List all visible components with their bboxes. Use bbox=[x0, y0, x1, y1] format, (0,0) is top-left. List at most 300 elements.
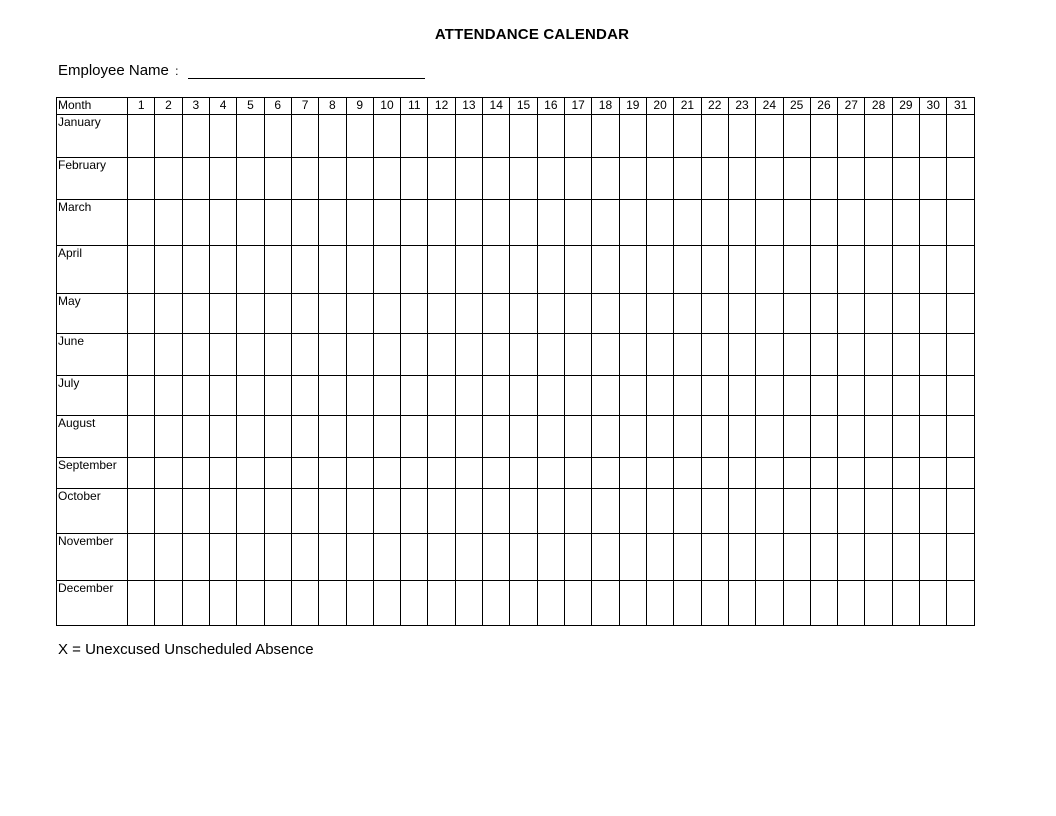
attendance-cell[interactable] bbox=[510, 489, 537, 534]
attendance-cell[interactable] bbox=[401, 334, 428, 376]
attendance-cell[interactable] bbox=[128, 334, 155, 376]
attendance-cell[interactable] bbox=[701, 534, 728, 581]
attendance-cell[interactable] bbox=[346, 376, 373, 416]
attendance-cell[interactable] bbox=[428, 294, 455, 334]
attendance-cell[interactable] bbox=[810, 489, 837, 534]
attendance-cell[interactable] bbox=[947, 581, 975, 626]
attendance-cell[interactable] bbox=[783, 534, 810, 581]
attendance-cell[interactable] bbox=[865, 115, 892, 158]
attendance-cell[interactable] bbox=[483, 534, 510, 581]
attendance-cell[interactable] bbox=[565, 416, 592, 458]
attendance-cell[interactable] bbox=[565, 581, 592, 626]
attendance-cell[interactable] bbox=[455, 416, 482, 458]
attendance-cell[interactable] bbox=[592, 534, 619, 581]
attendance-cell[interactable] bbox=[865, 581, 892, 626]
attendance-cell[interactable] bbox=[155, 334, 182, 376]
attendance-cell[interactable] bbox=[838, 458, 865, 489]
attendance-cell[interactable] bbox=[646, 246, 673, 294]
attendance-cell[interactable] bbox=[209, 534, 236, 581]
attendance-cell[interactable] bbox=[537, 115, 564, 158]
attendance-cell[interactable] bbox=[346, 294, 373, 334]
attendance-cell[interactable] bbox=[373, 534, 400, 581]
attendance-cell[interactable] bbox=[237, 115, 264, 158]
attendance-cell[interactable] bbox=[346, 115, 373, 158]
attendance-cell[interactable] bbox=[209, 158, 236, 200]
attendance-cell[interactable] bbox=[865, 294, 892, 334]
attendance-cell[interactable] bbox=[674, 376, 701, 416]
attendance-cell[interactable] bbox=[428, 581, 455, 626]
attendance-cell[interactable] bbox=[209, 376, 236, 416]
attendance-cell[interactable] bbox=[510, 334, 537, 376]
attendance-cell[interactable] bbox=[810, 246, 837, 294]
attendance-cell[interactable] bbox=[455, 458, 482, 489]
attendance-cell[interactable] bbox=[674, 458, 701, 489]
attendance-cell[interactable] bbox=[701, 376, 728, 416]
attendance-cell[interactable] bbox=[920, 458, 947, 489]
attendance-cell[interactable] bbox=[728, 534, 755, 581]
attendance-cell[interactable] bbox=[401, 416, 428, 458]
attendance-cell[interactable] bbox=[783, 376, 810, 416]
attendance-cell[interactable] bbox=[128, 294, 155, 334]
attendance-cell[interactable] bbox=[209, 246, 236, 294]
attendance-cell[interactable] bbox=[209, 458, 236, 489]
attendance-cell[interactable] bbox=[455, 200, 482, 246]
attendance-cell[interactable] bbox=[155, 416, 182, 458]
attendance-cell[interactable] bbox=[619, 534, 646, 581]
attendance-cell[interactable] bbox=[701, 458, 728, 489]
attendance-cell[interactable] bbox=[128, 115, 155, 158]
attendance-cell[interactable] bbox=[674, 416, 701, 458]
attendance-cell[interactable] bbox=[537, 458, 564, 489]
attendance-cell[interactable] bbox=[319, 376, 346, 416]
attendance-cell[interactable] bbox=[756, 294, 783, 334]
attendance-cell[interactable] bbox=[728, 246, 755, 294]
attendance-cell[interactable] bbox=[565, 200, 592, 246]
attendance-cell[interactable] bbox=[346, 416, 373, 458]
attendance-cell[interactable] bbox=[565, 334, 592, 376]
attendance-cell[interactable] bbox=[592, 376, 619, 416]
attendance-cell[interactable] bbox=[264, 416, 291, 458]
attendance-cell[interactable] bbox=[619, 581, 646, 626]
attendance-cell[interactable] bbox=[728, 458, 755, 489]
attendance-cell[interactable] bbox=[619, 200, 646, 246]
employee-name-field[interactable] bbox=[188, 78, 425, 79]
attendance-cell[interactable] bbox=[537, 376, 564, 416]
attendance-cell[interactable] bbox=[401, 581, 428, 626]
attendance-cell[interactable] bbox=[892, 115, 919, 158]
attendance-cell[interactable] bbox=[510, 200, 537, 246]
attendance-cell[interactable] bbox=[483, 581, 510, 626]
attendance-cell[interactable] bbox=[592, 158, 619, 200]
attendance-cell[interactable] bbox=[291, 294, 318, 334]
attendance-cell[interactable] bbox=[838, 115, 865, 158]
attendance-cell[interactable] bbox=[947, 294, 975, 334]
attendance-cell[interactable] bbox=[346, 489, 373, 534]
attendance-cell[interactable] bbox=[483, 489, 510, 534]
attendance-cell[interactable] bbox=[920, 489, 947, 534]
attendance-cell[interactable] bbox=[237, 294, 264, 334]
attendance-cell[interactable] bbox=[128, 246, 155, 294]
attendance-cell[interactable] bbox=[920, 246, 947, 294]
attendance-cell[interactable] bbox=[728, 581, 755, 626]
attendance-cell[interactable] bbox=[646, 158, 673, 200]
attendance-cell[interactable] bbox=[483, 458, 510, 489]
attendance-cell[interactable] bbox=[810, 534, 837, 581]
attendance-cell[interactable] bbox=[155, 115, 182, 158]
attendance-cell[interactable] bbox=[319, 534, 346, 581]
attendance-cell[interactable] bbox=[783, 200, 810, 246]
attendance-cell[interactable] bbox=[701, 158, 728, 200]
attendance-cell[interactable] bbox=[319, 200, 346, 246]
attendance-cell[interactable] bbox=[401, 294, 428, 334]
attendance-cell[interactable] bbox=[865, 200, 892, 246]
attendance-cell[interactable] bbox=[128, 458, 155, 489]
attendance-cell[interactable] bbox=[455, 581, 482, 626]
attendance-cell[interactable] bbox=[319, 458, 346, 489]
attendance-cell[interactable] bbox=[892, 158, 919, 200]
attendance-cell[interactable] bbox=[209, 489, 236, 534]
attendance-cell[interactable] bbox=[920, 115, 947, 158]
attendance-cell[interactable] bbox=[728, 294, 755, 334]
attendance-cell[interactable] bbox=[128, 158, 155, 200]
attendance-cell[interactable] bbox=[920, 158, 947, 200]
attendance-cell[interactable] bbox=[783, 489, 810, 534]
attendance-cell[interactable] bbox=[373, 458, 400, 489]
attendance-cell[interactable] bbox=[783, 334, 810, 376]
attendance-cell[interactable] bbox=[947, 489, 975, 534]
attendance-cell[interactable] bbox=[510, 158, 537, 200]
attendance-cell[interactable] bbox=[373, 376, 400, 416]
attendance-cell[interactable] bbox=[346, 334, 373, 376]
attendance-cell[interactable] bbox=[483, 200, 510, 246]
attendance-cell[interactable] bbox=[291, 200, 318, 246]
attendance-cell[interactable] bbox=[428, 489, 455, 534]
attendance-cell[interactable] bbox=[155, 246, 182, 294]
attendance-cell[interactable] bbox=[865, 489, 892, 534]
attendance-cell[interactable] bbox=[483, 416, 510, 458]
attendance-cell[interactable] bbox=[947, 458, 975, 489]
attendance-cell[interactable] bbox=[565, 458, 592, 489]
attendance-cell[interactable] bbox=[646, 489, 673, 534]
attendance-cell[interactable] bbox=[892, 376, 919, 416]
attendance-cell[interactable] bbox=[838, 158, 865, 200]
attendance-cell[interactable] bbox=[619, 158, 646, 200]
attendance-cell[interactable] bbox=[619, 416, 646, 458]
attendance-cell[interactable] bbox=[455, 334, 482, 376]
attendance-cell[interactable] bbox=[455, 294, 482, 334]
attendance-cell[interactable] bbox=[237, 246, 264, 294]
attendance-cell[interactable] bbox=[537, 294, 564, 334]
attendance-cell[interactable] bbox=[701, 581, 728, 626]
attendance-cell[interactable] bbox=[947, 158, 975, 200]
attendance-cell[interactable] bbox=[947, 115, 975, 158]
attendance-cell[interactable] bbox=[701, 200, 728, 246]
attendance-cell[interactable] bbox=[537, 158, 564, 200]
attendance-cell[interactable] bbox=[209, 581, 236, 626]
attendance-cell[interactable] bbox=[646, 416, 673, 458]
attendance-cell[interactable] bbox=[182, 246, 209, 294]
attendance-cell[interactable] bbox=[838, 334, 865, 376]
attendance-cell[interactable] bbox=[537, 334, 564, 376]
attendance-cell[interactable] bbox=[756, 158, 783, 200]
attendance-cell[interactable] bbox=[701, 334, 728, 376]
attendance-cell[interactable] bbox=[619, 376, 646, 416]
attendance-cell[interactable] bbox=[947, 334, 975, 376]
attendance-cell[interactable] bbox=[428, 246, 455, 294]
attendance-cell[interactable] bbox=[483, 246, 510, 294]
attendance-cell[interactable] bbox=[865, 376, 892, 416]
attendance-cell[interactable] bbox=[920, 294, 947, 334]
attendance-cell[interactable] bbox=[947, 534, 975, 581]
attendance-cell[interactable] bbox=[401, 458, 428, 489]
attendance-cell[interactable] bbox=[401, 376, 428, 416]
attendance-cell[interactable] bbox=[920, 416, 947, 458]
attendance-cell[interactable] bbox=[810, 334, 837, 376]
attendance-cell[interactable] bbox=[209, 416, 236, 458]
attendance-cell[interactable] bbox=[646, 294, 673, 334]
attendance-cell[interactable] bbox=[920, 581, 947, 626]
attendance-cell[interactable] bbox=[537, 489, 564, 534]
attendance-cell[interactable] bbox=[264, 158, 291, 200]
attendance-cell[interactable] bbox=[455, 376, 482, 416]
attendance-cell[interactable] bbox=[291, 246, 318, 294]
attendance-cell[interactable] bbox=[401, 158, 428, 200]
attendance-cell[interactable] bbox=[209, 334, 236, 376]
attendance-cell[interactable] bbox=[646, 200, 673, 246]
attendance-cell[interactable] bbox=[128, 489, 155, 534]
attendance-cell[interactable] bbox=[728, 334, 755, 376]
attendance-cell[interactable] bbox=[865, 534, 892, 581]
attendance-cell[interactable] bbox=[401, 246, 428, 294]
attendance-cell[interactable] bbox=[237, 489, 264, 534]
attendance-cell[interactable] bbox=[182, 534, 209, 581]
attendance-cell[interactable] bbox=[373, 416, 400, 458]
attendance-cell[interactable] bbox=[756, 334, 783, 376]
attendance-cell[interactable] bbox=[155, 158, 182, 200]
attendance-cell[interactable] bbox=[291, 115, 318, 158]
attendance-cell[interactable] bbox=[810, 416, 837, 458]
attendance-cell[interactable] bbox=[209, 115, 236, 158]
attendance-cell[interactable] bbox=[838, 416, 865, 458]
attendance-cell[interactable] bbox=[510, 534, 537, 581]
attendance-cell[interactable] bbox=[947, 376, 975, 416]
attendance-cell[interactable] bbox=[291, 416, 318, 458]
attendance-cell[interactable] bbox=[674, 581, 701, 626]
attendance-cell[interactable] bbox=[291, 158, 318, 200]
attendance-cell[interactable] bbox=[483, 115, 510, 158]
attendance-cell[interactable] bbox=[756, 489, 783, 534]
attendance-cell[interactable] bbox=[483, 294, 510, 334]
attendance-cell[interactable] bbox=[565, 294, 592, 334]
attendance-cell[interactable] bbox=[182, 200, 209, 246]
attendance-cell[interactable] bbox=[455, 115, 482, 158]
attendance-cell[interactable] bbox=[892, 200, 919, 246]
attendance-cell[interactable] bbox=[182, 115, 209, 158]
attendance-cell[interactable] bbox=[455, 489, 482, 534]
attendance-cell[interactable] bbox=[483, 158, 510, 200]
attendance-cell[interactable] bbox=[428, 534, 455, 581]
attendance-cell[interactable] bbox=[646, 376, 673, 416]
attendance-cell[interactable] bbox=[346, 458, 373, 489]
attendance-cell[interactable] bbox=[920, 334, 947, 376]
attendance-cell[interactable] bbox=[128, 200, 155, 246]
attendance-cell[interactable] bbox=[646, 334, 673, 376]
attendance-cell[interactable] bbox=[592, 581, 619, 626]
attendance-cell[interactable] bbox=[674, 158, 701, 200]
attendance-cell[interactable] bbox=[373, 294, 400, 334]
attendance-cell[interactable] bbox=[728, 158, 755, 200]
attendance-cell[interactable] bbox=[756, 115, 783, 158]
attendance-cell[interactable] bbox=[565, 158, 592, 200]
attendance-cell[interactable] bbox=[510, 581, 537, 626]
attendance-cell[interactable] bbox=[728, 200, 755, 246]
attendance-cell[interactable] bbox=[428, 334, 455, 376]
attendance-cell[interactable] bbox=[756, 581, 783, 626]
attendance-cell[interactable] bbox=[373, 158, 400, 200]
attendance-cell[interactable] bbox=[182, 294, 209, 334]
attendance-cell[interactable] bbox=[674, 334, 701, 376]
attendance-cell[interactable] bbox=[728, 376, 755, 416]
attendance-cell[interactable] bbox=[537, 534, 564, 581]
attendance-cell[interactable] bbox=[592, 334, 619, 376]
attendance-cell[interactable] bbox=[455, 534, 482, 581]
attendance-cell[interactable] bbox=[592, 458, 619, 489]
attendance-cell[interactable] bbox=[592, 489, 619, 534]
attendance-cell[interactable] bbox=[892, 334, 919, 376]
attendance-cell[interactable] bbox=[401, 489, 428, 534]
attendance-cell[interactable] bbox=[537, 416, 564, 458]
attendance-cell[interactable] bbox=[565, 534, 592, 581]
attendance-cell[interactable] bbox=[373, 246, 400, 294]
attendance-cell[interactable] bbox=[592, 294, 619, 334]
attendance-cell[interactable] bbox=[428, 200, 455, 246]
attendance-cell[interactable] bbox=[565, 115, 592, 158]
attendance-cell[interactable] bbox=[947, 416, 975, 458]
attendance-cell[interactable] bbox=[346, 581, 373, 626]
attendance-cell[interactable] bbox=[565, 376, 592, 416]
attendance-cell[interactable] bbox=[128, 416, 155, 458]
attendance-cell[interactable] bbox=[810, 115, 837, 158]
attendance-cell[interactable] bbox=[674, 246, 701, 294]
attendance-cell[interactable] bbox=[510, 458, 537, 489]
attendance-cell[interactable] bbox=[810, 458, 837, 489]
attendance-cell[interactable] bbox=[865, 158, 892, 200]
attendance-cell[interactable] bbox=[264, 294, 291, 334]
attendance-cell[interactable] bbox=[701, 246, 728, 294]
attendance-cell[interactable] bbox=[838, 376, 865, 416]
attendance-cell[interactable] bbox=[209, 294, 236, 334]
attendance-cell[interactable] bbox=[128, 581, 155, 626]
attendance-cell[interactable] bbox=[155, 200, 182, 246]
attendance-cell[interactable] bbox=[783, 115, 810, 158]
attendance-cell[interactable] bbox=[838, 200, 865, 246]
attendance-cell[interactable] bbox=[619, 246, 646, 294]
attendance-cell[interactable] bbox=[401, 200, 428, 246]
attendance-cell[interactable] bbox=[182, 581, 209, 626]
attendance-cell[interactable] bbox=[838, 534, 865, 581]
attendance-cell[interactable] bbox=[947, 246, 975, 294]
attendance-cell[interactable] bbox=[756, 200, 783, 246]
attendance-cell[interactable] bbox=[892, 458, 919, 489]
attendance-cell[interactable] bbox=[483, 334, 510, 376]
attendance-cell[interactable] bbox=[264, 334, 291, 376]
attendance-cell[interactable] bbox=[783, 416, 810, 458]
attendance-cell[interactable] bbox=[319, 115, 346, 158]
attendance-cell[interactable] bbox=[264, 534, 291, 581]
attendance-cell[interactable] bbox=[756, 376, 783, 416]
attendance-cell[interactable] bbox=[128, 376, 155, 416]
attendance-cell[interactable] bbox=[646, 534, 673, 581]
attendance-cell[interactable] bbox=[237, 376, 264, 416]
attendance-cell[interactable] bbox=[373, 489, 400, 534]
attendance-cell[interactable] bbox=[783, 158, 810, 200]
attendance-cell[interactable] bbox=[510, 416, 537, 458]
attendance-cell[interactable] bbox=[920, 534, 947, 581]
attendance-cell[interactable] bbox=[728, 115, 755, 158]
attendance-cell[interactable] bbox=[373, 200, 400, 246]
attendance-cell[interactable] bbox=[592, 115, 619, 158]
attendance-cell[interactable] bbox=[264, 489, 291, 534]
attendance-cell[interactable] bbox=[182, 158, 209, 200]
attendance-cell[interactable] bbox=[674, 115, 701, 158]
attendance-cell[interactable] bbox=[264, 581, 291, 626]
attendance-cell[interactable] bbox=[537, 581, 564, 626]
attendance-cell[interactable] bbox=[291, 458, 318, 489]
attendance-cell[interactable] bbox=[892, 246, 919, 294]
attendance-cell[interactable] bbox=[182, 416, 209, 458]
attendance-cell[interactable] bbox=[810, 376, 837, 416]
attendance-cell[interactable] bbox=[865, 416, 892, 458]
attendance-cell[interactable] bbox=[346, 158, 373, 200]
attendance-cell[interactable] bbox=[373, 581, 400, 626]
attendance-cell[interactable] bbox=[155, 581, 182, 626]
attendance-cell[interactable] bbox=[319, 581, 346, 626]
attendance-cell[interactable] bbox=[237, 581, 264, 626]
attendance-cell[interactable] bbox=[537, 246, 564, 294]
attendance-cell[interactable] bbox=[756, 534, 783, 581]
attendance-cell[interactable] bbox=[346, 246, 373, 294]
attendance-cell[interactable] bbox=[592, 246, 619, 294]
attendance-cell[interactable] bbox=[810, 294, 837, 334]
attendance-cell[interactable] bbox=[128, 534, 155, 581]
attendance-cell[interactable] bbox=[264, 246, 291, 294]
attendance-cell[interactable] bbox=[947, 200, 975, 246]
attendance-cell[interactable] bbox=[701, 416, 728, 458]
attendance-cell[interactable] bbox=[510, 246, 537, 294]
attendance-cell[interactable] bbox=[428, 115, 455, 158]
attendance-cell[interactable] bbox=[264, 115, 291, 158]
attendance-cell[interactable] bbox=[674, 489, 701, 534]
attendance-cell[interactable] bbox=[920, 376, 947, 416]
attendance-cell[interactable] bbox=[209, 200, 236, 246]
attendance-cell[interactable] bbox=[291, 581, 318, 626]
attendance-cell[interactable] bbox=[155, 489, 182, 534]
attendance-cell[interactable] bbox=[728, 416, 755, 458]
attendance-cell[interactable] bbox=[510, 115, 537, 158]
attendance-cell[interactable] bbox=[401, 115, 428, 158]
attendance-cell[interactable] bbox=[592, 416, 619, 458]
attendance-cell[interactable] bbox=[264, 458, 291, 489]
attendance-cell[interactable] bbox=[237, 334, 264, 376]
attendance-cell[interactable] bbox=[237, 416, 264, 458]
attendance-cell[interactable] bbox=[619, 458, 646, 489]
attendance-cell[interactable] bbox=[319, 294, 346, 334]
attendance-cell[interactable] bbox=[783, 458, 810, 489]
attendance-cell[interactable] bbox=[892, 489, 919, 534]
attendance-cell[interactable] bbox=[428, 458, 455, 489]
attendance-cell[interactable] bbox=[838, 294, 865, 334]
attendance-cell[interactable] bbox=[756, 458, 783, 489]
